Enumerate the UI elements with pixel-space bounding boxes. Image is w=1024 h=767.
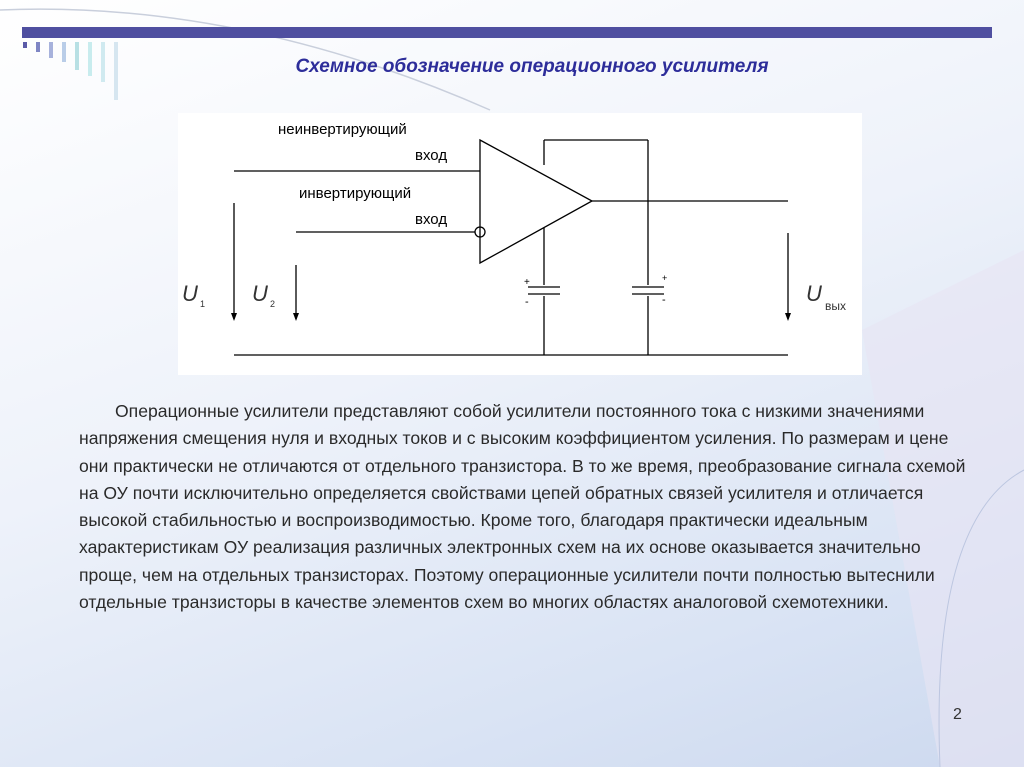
header-accent-bar — [22, 27, 992, 38]
slide-title: Схемное обозначение операционного усилителя — [295, 56, 769, 77]
op-amp-triangle — [480, 140, 592, 263]
cap2-minus: - — [662, 294, 666, 306]
page-number: 2 — [953, 706, 962, 723]
noninverting-input-label: неинвертирующий — [278, 121, 407, 138]
schematic-drawing — [178, 113, 862, 375]
u2-subscript: 2 — [270, 299, 276, 309]
u1-subscript: 1 — [200, 299, 206, 309]
body-paragraph: Операционные усилители представляют собой усилители постоянного тока с низкими значениями напряжения смещения нуля и входных токов и с высоким коэффициентом усиления. По размерам и цене они практически не отличаются от отдельного транзистора. В то же время, преобразование сигнала схемой на ОУ почти исключительно определяется свойствами цепей обратных связей усилителя и отличается высокой стабильностью и воспроизводимостью. Кроме того, благодаря практически идеальным характеристикам ОУ реализация различных электронных схем на их основе оказывается значительно проще, чем на отдельных транзисторах. Поэтому операционные усилители почти полностью вытеснили отдельные транзисторы в качестве элементов схем во многих областях аналоговой схемотехники. — [79, 401, 966, 613]
u2-label: U — [252, 281, 268, 306]
cap2-plus: + — [662, 273, 668, 283]
noninverting-input-label-2: вход — [415, 147, 448, 164]
cap1-plus: + — [524, 277, 530, 288]
inverting-input-label: инвертирующий — [299, 185, 412, 202]
op-amp-schematic — [178, 113, 862, 375]
u1-label: U — [182, 281, 198, 306]
uout-label: U — [806, 281, 822, 306]
uout-subscript: вых — [825, 299, 846, 313]
inverting-input-label-2: вход — [415, 211, 448, 228]
cap1-minus: - — [525, 296, 529, 308]
